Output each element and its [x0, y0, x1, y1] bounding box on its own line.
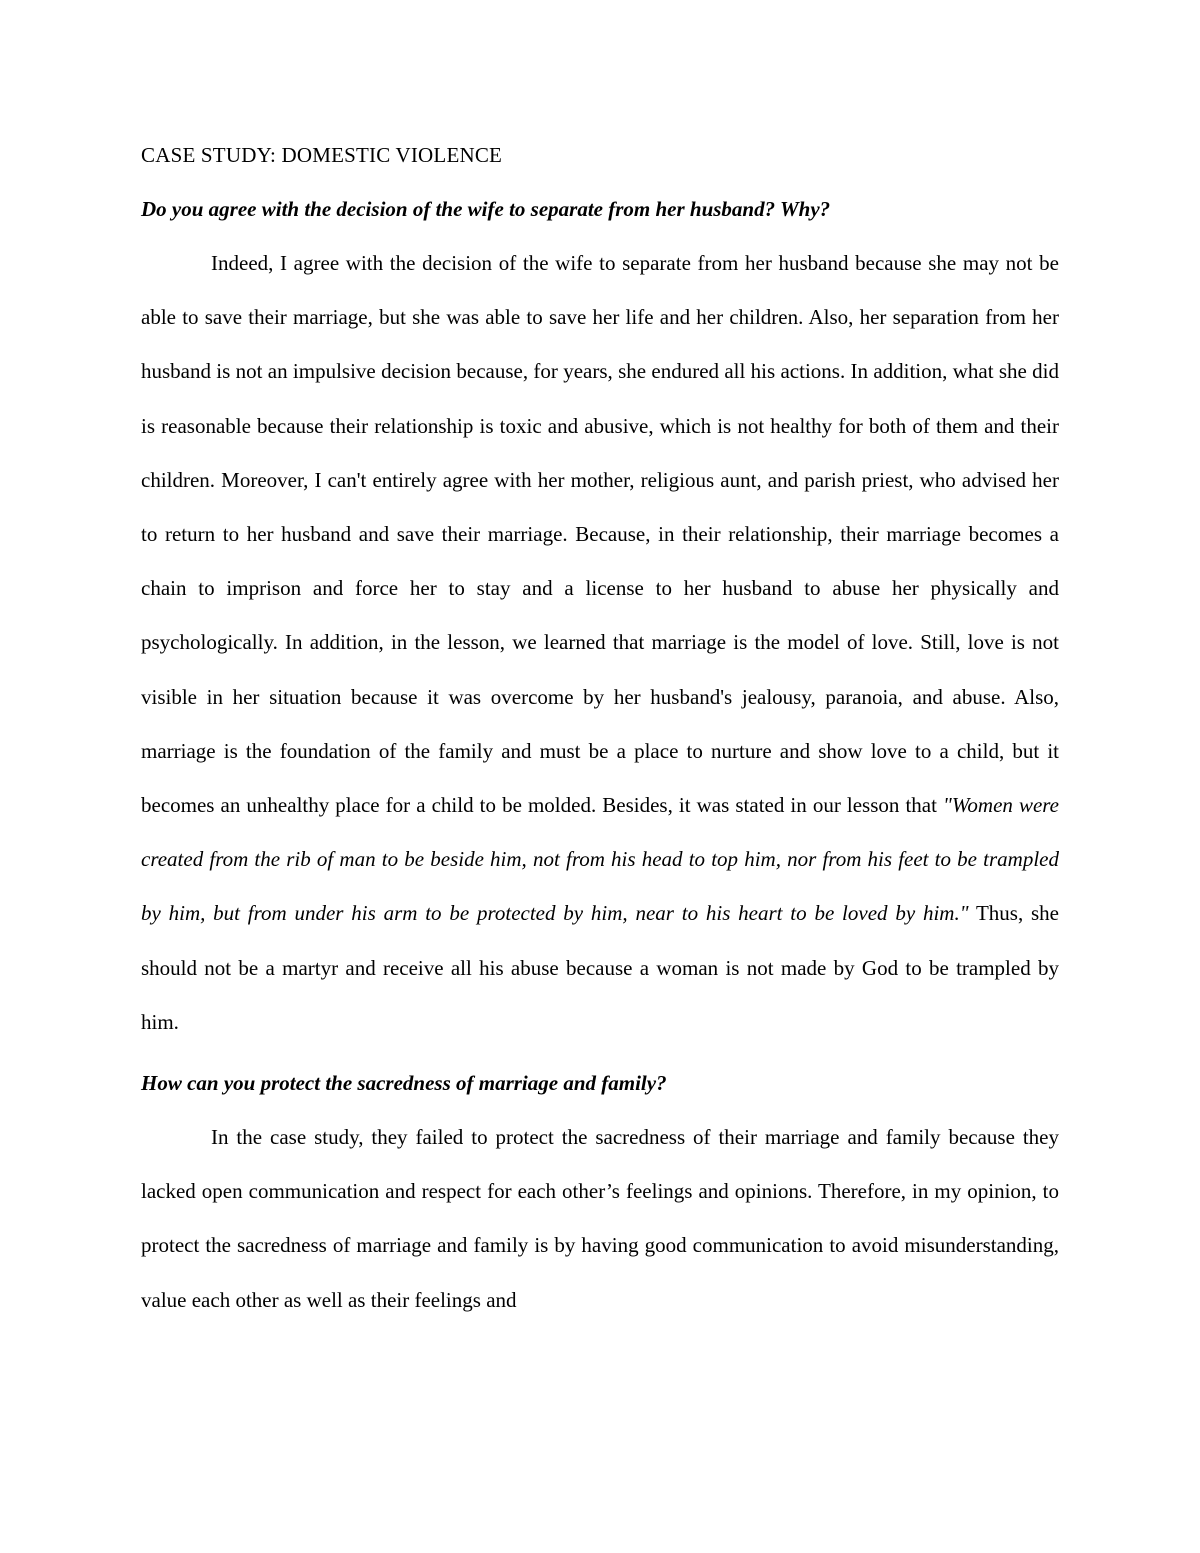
answer-1-text: Indeed, I agree with the decision of the wife to separate from her husband because she may not be able to save their marriage, but she was able to save her life and her children. Also, her separation from her husband is not an impulsive decision because, for years, she endured all his actions. In addition, what she did is reasonable because their relationship is toxic and abusive, which is not healthy for both of them and their children. Moreover, I can't entirely agree with her mother, religious aunt, and parish priest, who advised her to return to her husband and save their marriage. Because, in their relationship, their marriage becomes a chain to imprison and force her to stay and a license to her husband to abuse her physically and psychologically. In addition, in the lesson, we learned that marriage is the model of love. Still, love is not visible in her situation because it was overcome by her husband's jealousy, paranoia, and abuse. Also, marriage is the foundation of the family and must be a place to nurture and show love to a child, but it becomes an unhealthy place for a child to be molded. Besides, it was stated in our lesson that: [141, 251, 1059, 818]
answer-paragraph-1: [141, 236, 1059, 1049]
question-2: How can you protect the sacredness of marriage and family?: [141, 1071, 667, 1096]
answer-paragraph-2: In the case study, they failed to protect the sacredness of their marriage and family because they lacked open communication and respect for each other’s feelings and opinions. Therefore, in my opinion, to protect the sacredness of marriage and family is by having good communication to avoid misunderstanding, value each other as well as their feelings and: [141, 1125, 1059, 1312]
document-body: [141, 139, 1059, 1327]
scripture-quote: "Women were created from the rib of man to be beside him, not from his head to top him, nor from his feet to be trampled by him, but from under his arm to be protected by him, near to his heart to be loved by him.": [141, 793, 1059, 926]
document-title: CASE STUDY: DOMESTIC VIOLENCE: [141, 143, 503, 167]
answer-1-conclusion: Thus, she should not be a martyr and receive all his abuse because a woman is not made by God to be trampled by him.: [141, 901, 1059, 1034]
question-1: Do you agree with the decision of the wife to separate from her husband? Why?: [141, 197, 831, 221]
